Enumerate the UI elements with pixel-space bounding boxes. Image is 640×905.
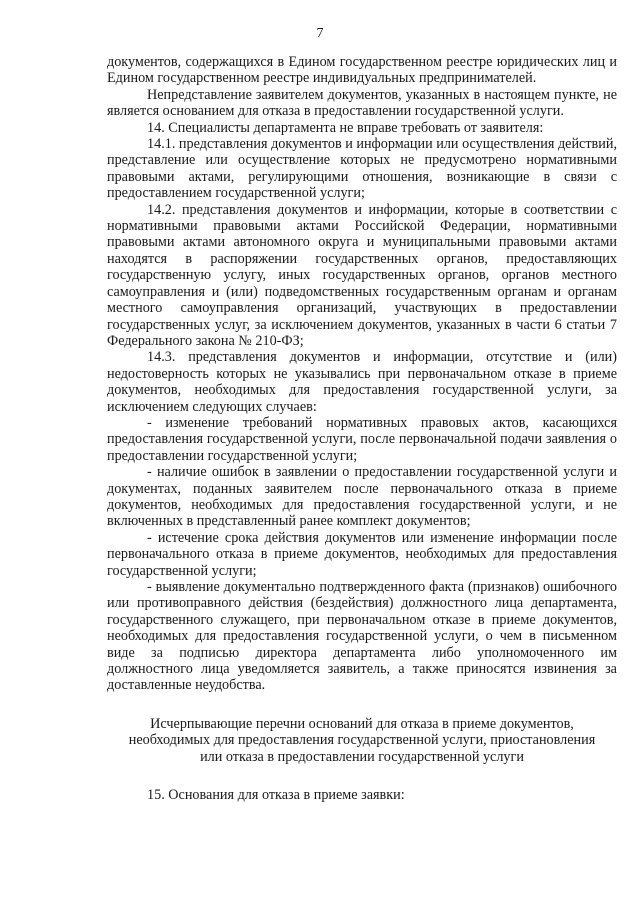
section-heading-line: Исчерпывающие перечни оснований для отказа в приеме документов, xyxy=(150,715,574,732)
section-heading-line: необходимых для предоставления государственной услуги, приостановления xyxy=(128,732,596,749)
paragraph-item-14-2: 14.2. представления документов и информации, которые в соответствии с нормативными правовыми актами Российской Федерации, нормативными правовыми актами автономного округа и муниципальными правовыми актами находятся в распоряжении государственных органов, предоставляющих государственную услугу, иных государственных органов, органов местного самоуправления и (или) подведомственных государственным органам и органам местного самоуправления организаций, участвующих в предоставлении государственных услуг, за исключением документов, указанных в части 6 статьи 7 Федерального закона № 210-ФЗ; xyxy=(107,201,617,349)
paragraph-item-14-3: 14.3. представления документов и информации, отсутствие и (или) недостоверность которых не указывались при первоначальном отказе в приеме документов, необходимых для предоставления государственной услуги, за исключением следующих случаев: xyxy=(107,349,617,415)
list-item-expiry: - истечение срока действия документов или изменение информации после первоначального отказа в приеме документов, необходимых для предоставления государственной услуги; xyxy=(107,529,617,579)
list-item-wrongful-action: - выявление документально подтвержденного факта (признаков) ошибочного или противоправного действия (бездействия) должностного лица департамента, государственного служащего, при первоначальном отказе в приеме документов, необходимых для предоставления государственной услуги, о чем в письменном виде за подписью директора департамента либо уполномоченного им должностного лица уведомляется заявитель, а также приносятся извинения за доставленные неудобства. xyxy=(107,579,617,694)
page-number: 7 xyxy=(316,26,324,41)
paragraph-item-15: 15. Основания для отказа в приеме заявки: xyxy=(147,787,405,804)
paragraph-item-14: 14. Специалисты департамента не вправе требовать от заявителя: xyxy=(147,119,544,136)
list-item-requirements-change: - изменение требований нормативных правовых актов, касающихся предоставления государственной услуги, после первоначальной подачи заявления о предоставлении государственной услуги; xyxy=(107,414,617,464)
list-item-errors: - наличие ошибок в заявлении о предоставлении государственной услуги и документах, поданных заявителем после первоначального отказа в приеме документов, необходимых для предоставления государственной услуги, и не включенных в представленный ранее комплект документов; xyxy=(107,464,617,530)
document-body xyxy=(107,54,617,803)
paragraph-item-14-1: 14.1. представления документов и информации или осуществления действий, представление или осуществление которых не предусмотрено нормативными правовыми актами, регулирующими отношения, возникающие в связи с предоставлением государственной услуги; xyxy=(107,136,617,202)
section-heading xyxy=(107,716,617,765)
paragraph-non-submission: Непредставление заявителем документов, указанных в настоящем пункте, не является основанием для отказа в предоставлении государственной услуги. xyxy=(107,86,617,120)
paragraph-continuation: документов, содержащихся в Едином государственном реестре юридических лиц и Едином государственном реестре индивидуальных предпринимателей. xyxy=(107,54,617,87)
section-heading-line: или отказа в предоставлении государственной услуги xyxy=(200,748,524,765)
